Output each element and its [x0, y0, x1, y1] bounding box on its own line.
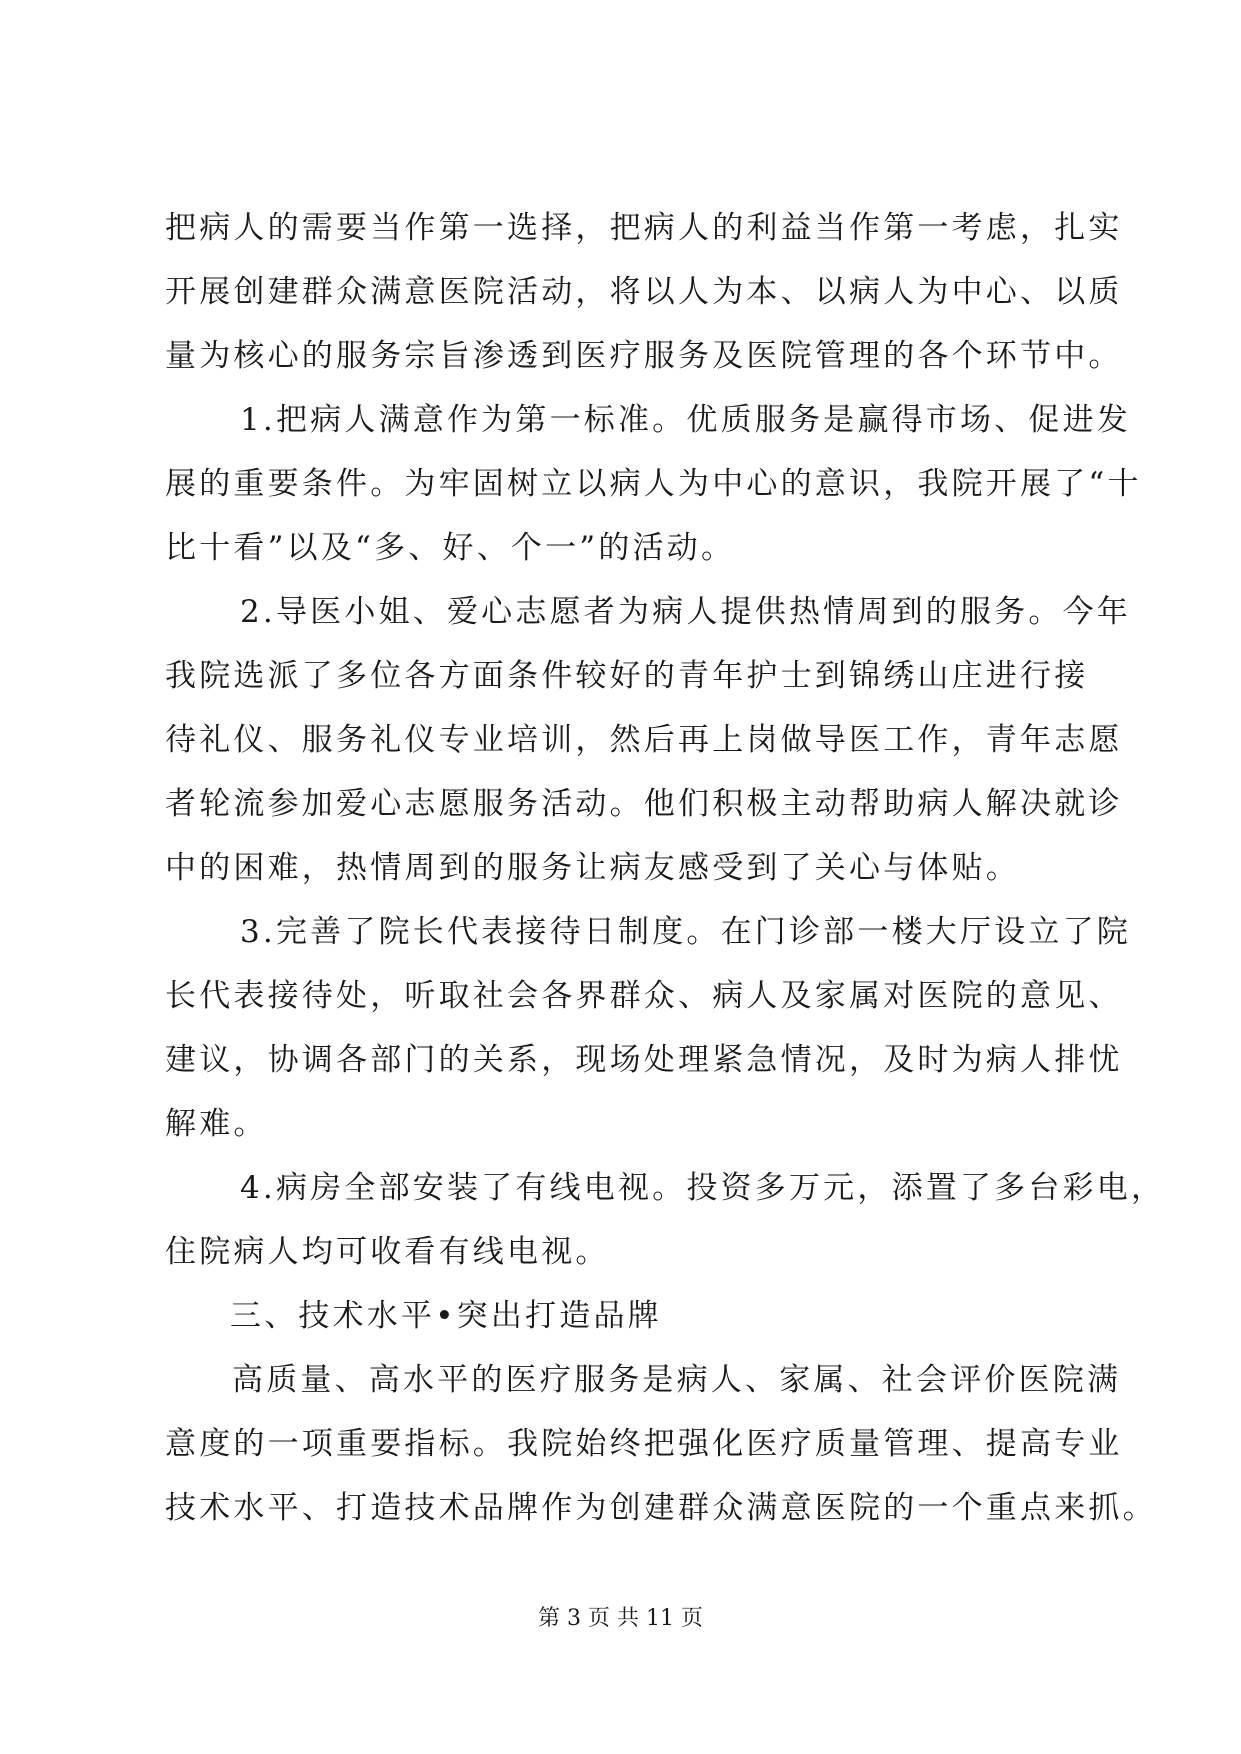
- page-footer: 第 3 页 共 11 页: [538, 1606, 703, 1631]
- paragraph-line: 高质量、高水平的医疗服务是病人、家属、社会评价医院满: [232, 1362, 1122, 1398]
- list-item-4-line: 住院病人均可收看有线电视。: [165, 1234, 610, 1270]
- list-item-2-line: 我院选派了多位各方面条件较好的青年护士到锦绣山庄进行接: [165, 658, 1089, 694]
- list-item-1-line: 展的重要条件。为牢固树立以病人为中心的意识，我院开展了“十: [165, 466, 1142, 502]
- paragraph-line: 技术水平、打造技术品牌作为创建群众满意医院的一个重点来抓。: [165, 1490, 1157, 1526]
- list-item-1-line: 1.把病人满意作为第一标准。优质服务是赢得市场、促进发: [240, 402, 1131, 438]
- list-item-3-line: 解难。: [165, 1106, 268, 1142]
- section-heading: 三、技术水平•突出打造品牌: [230, 1298, 662, 1334]
- paragraph-line: 量为核心的服务宗旨渗透到医疗服务及医院管理的各个环节中。: [165, 338, 1123, 374]
- list-item-2-line: 待礼仪、服务礼仪专业培训，然后再上岗做导医工作，青年志愿: [165, 722, 1123, 758]
- list-item-4-line: 4.病房全部安装了有线电视。投资多万元，添置了多台彩电，: [240, 1170, 1166, 1206]
- list-item-2-line: 者轮流参加爱心志愿服务活动。他们积极主动帮助病人解决就诊: [165, 786, 1123, 822]
- list-item-3-line: 3.完善了院长代表接待日制度。在门诊部一楼大厅设立了院: [240, 914, 1131, 950]
- paragraph-line: 把病人的需要当作第一选择，把病人的利益当作第一考虑，扎实: [165, 210, 1123, 246]
- list-item-2-line: 2.导医小姐、爱心志愿者为病人提供热情周到的服务。今年: [240, 594, 1131, 630]
- paragraph-line: 意度的一项重要指标。我院始终把强化医疗质量管理、提高专业: [165, 1426, 1123, 1462]
- list-item-3-line: 长代表接待处，听取社会各界群众、病人及家属对医院的意见、: [165, 978, 1123, 1014]
- list-item-2-line: 中的困难，热情周到的服务让病友感受到了关心与体贴。: [165, 850, 1020, 886]
- paragraph-line: 开展创建群众满意医院活动，将以人为本、以病人为中心、以质: [165, 274, 1123, 310]
- list-item-1-line: 比十看”以及“多、好、个一”的活动。: [165, 530, 736, 566]
- list-item-3-line: 建议，协调各部门的关系，现场处理紧急情况，及时为病人排忧: [165, 1042, 1123, 1078]
